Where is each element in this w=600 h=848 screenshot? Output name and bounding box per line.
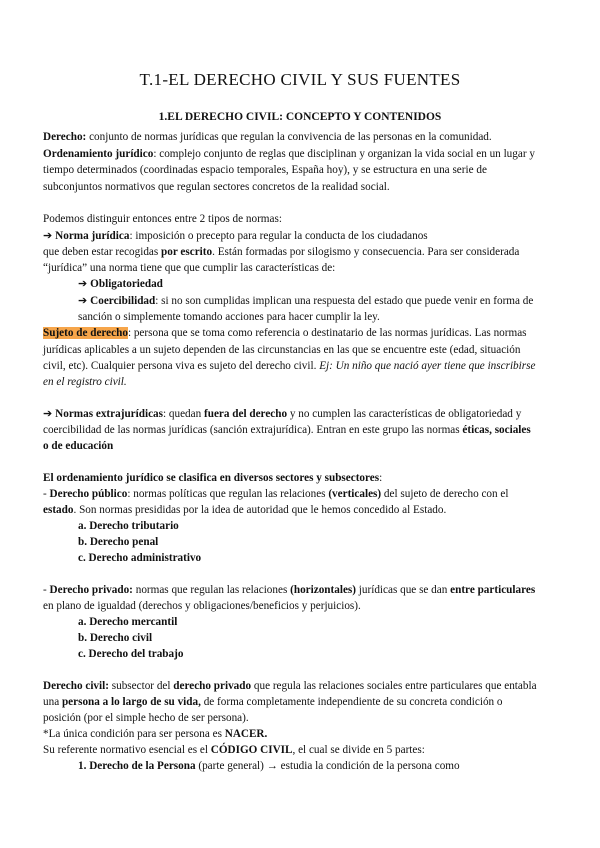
text-line: ➔ Obligatoriedad <box>78 278 163 290</box>
arrow-icon: ➔ <box>43 408 53 420</box>
list-item: 1. Derecho de la Persona (parte general) → estudia la condición de la persona como <box>78 760 460 772</box>
text-line: que deben estar recogidas por escrito. Están formadas por silogismo y consecuencia. Para ser considerada <box>43 246 520 258</box>
list-item: c. Derecho del trabajo <box>78 648 184 660</box>
text-line: Ordenamiento jurídico: complejo conjunto de reglas que disciplinan y organizan la vida social en un lugar y <box>43 148 535 160</box>
term-derecho: Derecho: <box>43 131 87 143</box>
text-line: ➔ Norma jurídica: imposición o precepto para regular la conducta de los ciudadanos <box>43 230 428 242</box>
text-line: civil, etc). Cualquier persona viva es sujeto del derecho civil. Ej: Un niño que nació ayer tiene que inscribirse <box>43 360 536 372</box>
text-line: tiempo determinados (coordinadas espacio temporales, España hoy), y se estructura en una serie de <box>43 164 487 176</box>
text-line: - Derecho público: normas políticas que regulan las relaciones (verticales) del sujeto de derecho con el <box>43 488 509 500</box>
text-line: jurídicas aplicables a un sujeto dependen de las circunstancias en las que se encuentre este (edad, situación <box>43 344 521 356</box>
text-line: El ordenamiento jurídico se clasifica en diversos sectores y subsectores: <box>43 472 383 484</box>
text-line: Derecho civil: subsector del derecho privado que regula las relaciones sociales entre particulares que entabla <box>43 680 537 692</box>
text-line: Podemos distinguir entonces entre 2 tipos de normas: <box>43 213 282 225</box>
arrow-icon: ➔ <box>78 278 88 290</box>
text-line: ➔ Normas extrajurídicas: quedan fuera del derecho y no cumplen las características de obligatoriedad y <box>43 408 522 420</box>
text-line: estado. Son normas presididas por la idea de autoridad que le hemos concedido al Estado. <box>43 504 447 516</box>
list-item: a. Derecho tributario <box>78 520 179 532</box>
text-line: *La única condición para ser persona es NACER. <box>43 728 268 740</box>
arrow-icon: ➔ <box>78 295 88 307</box>
section-heading: 1.EL DERECHO CIVIL: CONCEPTO Y CONTENIDOS <box>158 111 442 123</box>
list-item: a. Derecho mercantil <box>78 616 178 628</box>
text-line: “jurídica” una norma tiene que que cumplir las características de: <box>43 262 336 274</box>
list-item: b. Derecho penal <box>78 536 159 548</box>
list-item: b. Derecho civil <box>78 632 153 644</box>
text-line: ➔ Coercibilidad: si no son cumplidas implican una respuesta del estado que puede venir en forma de <box>78 295 534 307</box>
text-line: subconjuntos normativos que regulan sectores concretos de la realidad social. <box>43 181 390 193</box>
text-line: una persona a lo largo de su vida, de forma completamente independiente de su concreta condición o <box>43 696 503 708</box>
text-line: Sujeto de derecho: persona que se toma como referencia o destinatario de las normas jurídicas. Las normas <box>43 327 527 339</box>
arrow-icon: ➔ <box>43 230 53 242</box>
text-line: o de educación <box>43 440 114 452</box>
text-line: - Derecho privado: normas que regulan las relaciones (horizontales) jurídicas que se dan entre particulares <box>43 584 536 596</box>
text-line: sanción o simplemente tomando acciones para hacer cumplir la ley. <box>78 311 380 323</box>
text-line: posición (por el simple hecho de ser persona). <box>43 712 249 724</box>
highlighted-term: Sujeto de derecho <box>43 327 128 339</box>
page-title: T.1-EL DERECHO CIVIL Y SUS FUENTES <box>139 70 461 89</box>
text-line: en el registro civil. <box>43 376 127 388</box>
term-ordenamiento: Ordenamiento jurídico <box>43 148 154 160</box>
text-line: coercibilidad de las normas jurídicas (sanción extrajurídica). Entran en este grupo las normas éticas, sociales <box>43 424 531 436</box>
text-line: Su referente normativo esencial es el CÓDIGO CIVIL, el cual se divide en 5 partes: <box>43 744 425 756</box>
text-line: en plano de igualdad (derechos y obligaciones/beneficios y perjuicios). <box>43 600 361 612</box>
text-line: Derecho: conjunto de normas jurídicas que regulan la convivencia de las personas en la comunidad. <box>43 131 492 143</box>
list-item: c. Derecho administrativo <box>78 552 202 564</box>
